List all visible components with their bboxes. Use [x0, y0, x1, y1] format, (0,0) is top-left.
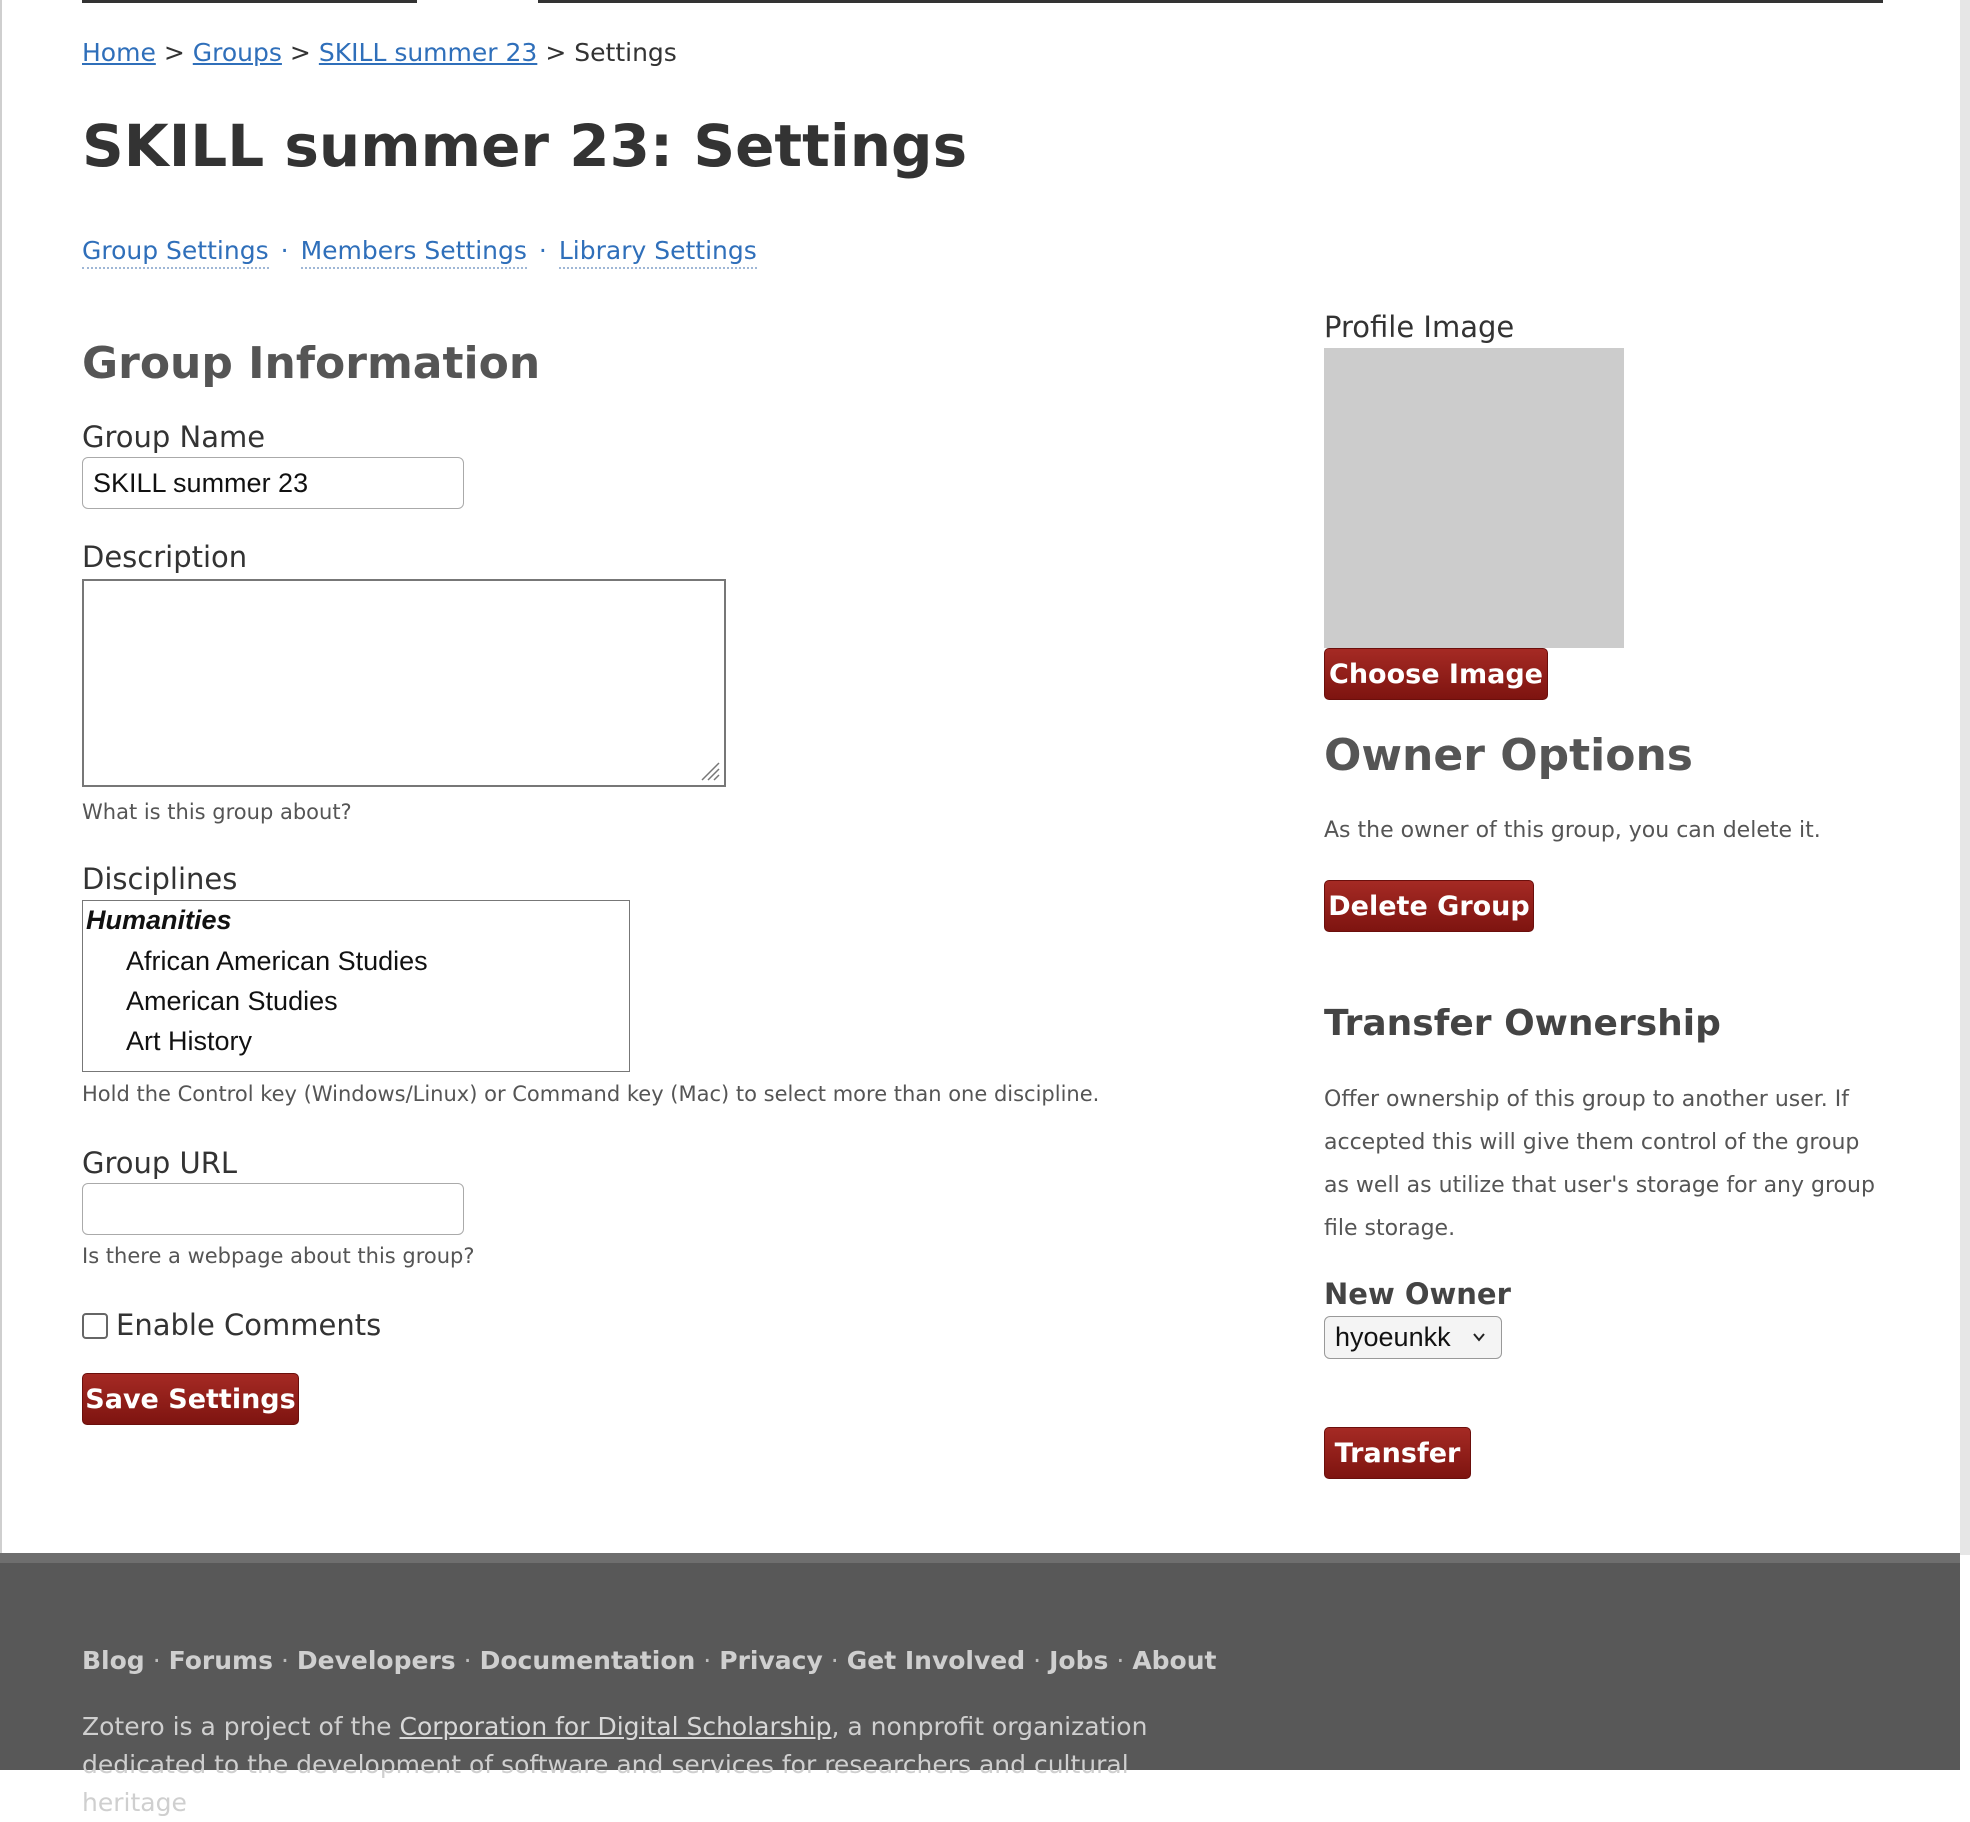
- enable-comments-label[interactable]: Enable Comments: [116, 1308, 382, 1342]
- discipline-option[interactable]: Art History: [126, 1026, 253, 1056]
- breadcrumb-group-link[interactable]: SKILL summer 23: [318, 38, 538, 67]
- footer-link-privacy[interactable]: Privacy: [719, 1646, 823, 1675]
- footer-separator: ·: [152, 1646, 161, 1675]
- group-url-label: Group URL: [82, 1146, 238, 1180]
- breadcrumb-groups-link[interactable]: Groups: [192, 38, 282, 67]
- transfer-ownership-heading: Transfer Ownership: [1324, 1003, 1721, 1044]
- tab-group-settings[interactable]: Group Settings: [82, 236, 269, 269]
- disciplines-label: Disciplines: [82, 862, 238, 896]
- profile-image-placeholder: [1324, 348, 1624, 648]
- top-rule-left: [82, 0, 417, 3]
- footer-text-before: Zotero is a project of the: [82, 1712, 400, 1741]
- footer-text-after: , a nonprofit organization dedicated to the development of software and services for researchers and cultural heritage: [82, 1712, 1148, 1817]
- group-information-heading: Group Information: [82, 338, 541, 389]
- disciplines-optgroup-humanities: Humanities: [86, 905, 232, 935]
- transfer-ownership-text: Offer ownership of this group to another user. If accepted this will give them control of the group as well as utilize that user's storage for any group file storage.: [1324, 1087, 1875, 1241]
- new-owner-selected-value: hyoeunkk: [1335, 1322, 1451, 1352]
- owner-options-heading: Owner Options: [1324, 730, 1693, 781]
- group-name-label: Group Name: [82, 420, 266, 454]
- breadcrumb-separator: >: [289, 38, 311, 67]
- breadcrumb-separator: >: [163, 38, 185, 67]
- description-hint: What is this group about?: [82, 800, 352, 824]
- disciplines-listbox[interactable]: [82, 900, 630, 1072]
- breadcrumb: [82, 38, 677, 67]
- footer-separator: ·: [830, 1646, 839, 1675]
- group-name-input[interactable]: SKILL summer 23: [82, 457, 464, 509]
- owner-options-text: As the owner of this group, you can delete it.: [1324, 818, 1821, 843]
- footer-separator: ·: [703, 1646, 712, 1675]
- discipline-option[interactable]: American Studies: [126, 986, 338, 1016]
- group-url-hint: Is there a webpage about this group?: [82, 1244, 475, 1268]
- breadcrumb-current: Settings: [574, 38, 677, 67]
- chevron-down-icon: [1471, 1329, 1487, 1345]
- footer-description: [82, 1708, 1202, 1822]
- footer-link-documentation[interactable]: Documentation: [479, 1646, 696, 1675]
- footer-separator: ·: [1033, 1646, 1042, 1675]
- enable-comments-checkbox[interactable]: [82, 1313, 108, 1339]
- description-textarea[interactable]: [82, 579, 726, 787]
- description-label: Description: [82, 540, 248, 574]
- cds-link[interactable]: Corporation for Digital Scholarship: [399, 1712, 832, 1741]
- delete-group-button[interactable]: Delete Group: [1324, 880, 1534, 932]
- subnav-separator: ·: [538, 236, 547, 265]
- frame-left-border: [0, 0, 2, 1555]
- page-title: SKILL summer 23: Settings: [82, 112, 968, 180]
- choose-image-button[interactable]: Choose Image: [1324, 648, 1548, 700]
- tab-members-settings[interactable]: Members Settings: [301, 236, 527, 269]
- save-settings-button[interactable]: Save Settings: [82, 1373, 299, 1425]
- top-rule-right: [538, 0, 1883, 3]
- footer-separator: ·: [280, 1646, 289, 1675]
- footer-link-about[interactable]: About: [1132, 1646, 1217, 1675]
- footer-link-jobs[interactable]: Jobs: [1049, 1646, 1109, 1675]
- discipline-option[interactable]: African American Studies: [126, 946, 428, 976]
- frame-right-border: [1960, 0, 1970, 1555]
- breadcrumb-home-link[interactable]: Home: [82, 38, 156, 67]
- footer-link-forums[interactable]: Forums: [168, 1646, 273, 1675]
- profile-image-label: Profile Image: [1324, 310, 1515, 344]
- breadcrumb-separator: >: [545, 38, 567, 67]
- group-url-input[interactable]: [82, 1183, 464, 1235]
- disciplines-hint: Hold the Control key (Windows/Linux) or Command key (Mac) to select more than one discipline.: [82, 1082, 1100, 1106]
- settings-subnav: [82, 236, 757, 265]
- footer-link-blog[interactable]: Blog: [82, 1646, 145, 1675]
- new-owner-select[interactable]: [1324, 1316, 1502, 1359]
- footer-separator: ·: [1116, 1646, 1125, 1675]
- footer-separator: ·: [463, 1646, 472, 1675]
- footer-link-get-involved[interactable]: Get Involved: [846, 1646, 1026, 1675]
- tab-library-settings[interactable]: Library Settings: [559, 236, 757, 269]
- transfer-button[interactable]: Transfer: [1324, 1427, 1471, 1479]
- resize-grip-icon[interactable]: [698, 759, 720, 781]
- footer-link-developers[interactable]: Developers: [296, 1646, 456, 1675]
- new-owner-label: New Owner: [1324, 1277, 1511, 1311]
- subnav-separator: ·: [280, 236, 289, 265]
- footer-nav: [82, 1646, 1216, 1675]
